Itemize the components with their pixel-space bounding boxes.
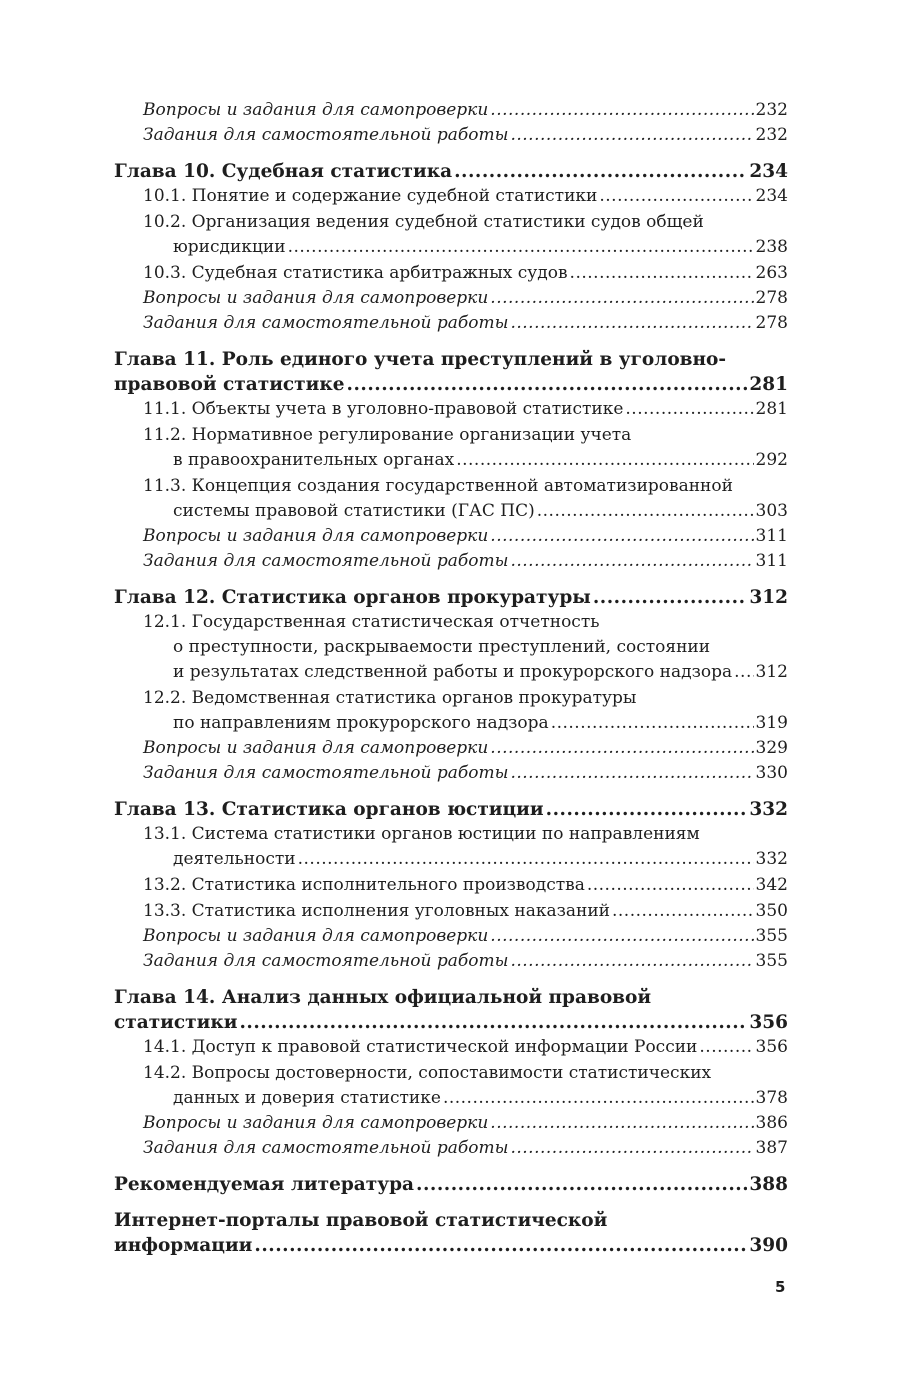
leader-dots bbox=[456, 448, 753, 473]
toc-chapter-title-line: статистики bbox=[114, 1012, 238, 1033]
toc-entry-title: 10.3. Судебная статистика арбитражных судов bbox=[143, 263, 568, 283]
toc-internet-portals[interactable] bbox=[114, 1208, 788, 1258]
toc-page-number: 390 bbox=[749, 1235, 788, 1256]
leader-dots bbox=[699, 1035, 753, 1060]
toc-entry-self-check-questions[interactable] bbox=[114, 286, 788, 311]
leader-dots bbox=[443, 1086, 754, 1111]
toc-chapter-title-line: Глава 11. Роль единого учета преступлений в уголовно- bbox=[114, 349, 727, 370]
toc-section-10-2[interactable] bbox=[114, 210, 788, 260]
leader-dots bbox=[570, 261, 754, 286]
toc-page-number: 292 bbox=[755, 450, 788, 470]
toc-page-number: 378 bbox=[755, 1088, 788, 1108]
toc-entry-self-check-questions[interactable] bbox=[114, 524, 788, 549]
toc-page-number: 330 bbox=[755, 763, 788, 783]
toc-page-number: 234 bbox=[749, 161, 788, 182]
leader-dots bbox=[551, 711, 754, 736]
toc-entry-title: Вопросы и задания для самопроверки bbox=[143, 926, 489, 946]
toc-entry-title: Вопросы и задания для самопроверки bbox=[143, 1113, 489, 1133]
leader-dots bbox=[454, 159, 747, 184]
leader-dots bbox=[254, 1233, 747, 1258]
toc-entry-title: 11.1. Объекты учета в уголовно-правовой статистике bbox=[143, 399, 624, 419]
toc-chapter-title-line: Интернет-порталы правовой статистической bbox=[114, 1210, 608, 1231]
toc-section-13-3[interactable] bbox=[114, 899, 788, 924]
toc-page-number: 350 bbox=[755, 901, 788, 921]
toc-page-number: 278 bbox=[755, 288, 788, 308]
toc-entry-title-line: 11.3. Концепция создания государственной автоматизированной bbox=[143, 476, 733, 496]
toc-entry-title: Вопросы и задания для самопроверки bbox=[143, 100, 489, 120]
toc-entry-title: 10.1. Понятие и содержание судебной статистики bbox=[143, 186, 598, 206]
toc-entry-title-line: 13.1. Система статистики органов юстиции по направлениям bbox=[143, 824, 700, 844]
page-number: 5 bbox=[775, 1278, 786, 1296]
toc-entry-title: 13.2. Статистика исполнительного производства bbox=[143, 875, 585, 895]
toc-entry-title: Задания для самостоятельной работы bbox=[143, 125, 509, 145]
toc-chapter-11[interactable] bbox=[114, 347, 788, 397]
toc-entry-title-line: в правоохранительных органах bbox=[173, 450, 455, 470]
toc-entry-title: Задания для самостоятельной работы bbox=[143, 551, 509, 571]
toc-page-number: 281 bbox=[749, 374, 788, 395]
toc-section-10-1[interactable] bbox=[114, 184, 788, 209]
toc-page-number: 311 bbox=[755, 551, 788, 571]
toc-page-number: 356 bbox=[749, 1012, 788, 1033]
leader-dots bbox=[599, 184, 753, 209]
toc-section-13-1[interactable] bbox=[114, 822, 788, 872]
toc-page-number: 232 bbox=[755, 125, 788, 145]
toc-section-12-2[interactable] bbox=[114, 686, 788, 736]
table-of-contents bbox=[114, 98, 788, 1258]
toc-page-number: 355 bbox=[755, 926, 788, 946]
toc-page-number: 388 bbox=[749, 1174, 788, 1195]
toc-page-number: 319 bbox=[755, 713, 788, 733]
leader-dots bbox=[510, 549, 753, 574]
leader-dots bbox=[510, 1136, 753, 1161]
toc-section-11-2[interactable] bbox=[114, 423, 788, 473]
toc-section-11-1[interactable] bbox=[114, 397, 788, 422]
toc-page-number: 232 bbox=[755, 100, 788, 120]
toc-entry-title: Задания для самостоятельной работы bbox=[143, 1138, 509, 1158]
toc-chapter-title-line: Глава 14. Анализ данных официальной правовой bbox=[114, 987, 652, 1008]
toc-entry-title-line: 12.1. Государственная статистическая отчетность bbox=[143, 612, 600, 632]
toc-entry-title: Вопросы и задания для самопроверки bbox=[143, 288, 489, 308]
toc-entry-title: Задания для самостоятельной работы bbox=[143, 951, 509, 971]
leader-dots bbox=[490, 524, 753, 549]
leader-dots bbox=[490, 1111, 753, 1136]
toc-entry-title: Задания для самостоятельной работы bbox=[143, 313, 509, 333]
leader-dots bbox=[510, 949, 753, 974]
toc-entry-title-line: о преступности, раскрываемости преступлений, состоянии bbox=[173, 637, 711, 657]
toc-entry-title-line: 11.2. Нормативное регулирование организации учета bbox=[143, 425, 632, 445]
toc-chapter-title: Глава 12. Статистика органов прокуратуры bbox=[114, 587, 591, 608]
toc-page-number: 238 bbox=[755, 237, 788, 257]
toc-entry-self-check-questions[interactable] bbox=[114, 98, 788, 123]
leader-dots bbox=[347, 372, 748, 397]
toc-chapter-title: Глава 10. Судебная статистика bbox=[114, 161, 453, 182]
toc-recommended-literature[interactable] bbox=[114, 1172, 788, 1197]
toc-section-10-3[interactable] bbox=[114, 261, 788, 286]
toc-page-number: 387 bbox=[755, 1138, 788, 1158]
toc-page-number: 281 bbox=[755, 399, 788, 419]
toc-entry-title-line: 10.2. Организация ведения судебной статистики судов общей bbox=[143, 212, 704, 232]
leader-dots bbox=[546, 797, 748, 822]
toc-page-number: 311 bbox=[755, 526, 788, 546]
toc-entry-title-line: по направлениям прокурорского надзора bbox=[173, 713, 549, 733]
toc-page-number: 332 bbox=[749, 799, 788, 820]
leader-dots bbox=[510, 123, 753, 148]
toc-entry-title-line: 12.2. Ведомственная статистика органов прокуратуры bbox=[143, 688, 637, 708]
toc-entry-title: 14.1. Доступ к правовой статистической информации России bbox=[143, 1037, 698, 1057]
leader-dots bbox=[593, 585, 748, 610]
toc-entry-title-line: 14.2. Вопросы достоверности, сопоставимости статистических bbox=[143, 1063, 712, 1083]
toc-entry-title: Задания для самостоятельной работы bbox=[143, 763, 509, 783]
toc-section-14-2[interactable] bbox=[114, 1061, 788, 1111]
toc-page-number: 355 bbox=[755, 951, 788, 971]
toc-entry-independent-work[interactable] bbox=[114, 311, 788, 336]
leader-dots bbox=[490, 924, 753, 949]
toc-entry-title-line: данных и доверия статистике bbox=[173, 1088, 441, 1108]
leader-dots bbox=[239, 1010, 747, 1035]
leader-dots bbox=[612, 899, 754, 924]
toc-entry-independent-work[interactable] bbox=[114, 549, 788, 574]
toc-section-11-3[interactable] bbox=[114, 474, 788, 524]
toc-section-12-1[interactable] bbox=[114, 610, 788, 685]
leader-dots bbox=[416, 1172, 747, 1197]
toc-page-number: 234 bbox=[755, 186, 788, 206]
toc-chapter-title: Глава 13. Статистика органов юстиции bbox=[114, 799, 544, 820]
leader-dots bbox=[490, 736, 753, 761]
toc-page-number: 263 bbox=[755, 263, 788, 283]
toc-entry-title-line: и результатах следственной работы и прокурорского надзора bbox=[173, 662, 733, 682]
leader-dots bbox=[490, 98, 753, 123]
leader-dots bbox=[490, 286, 753, 311]
toc-chapter-title-line: информации bbox=[114, 1235, 253, 1256]
leader-dots bbox=[298, 847, 754, 872]
toc-entry-independent-work[interactable] bbox=[114, 761, 788, 786]
toc-page-number: 386 bbox=[755, 1113, 788, 1133]
toc-entry-self-check-questions[interactable] bbox=[114, 924, 788, 949]
toc-entry-independent-work[interactable] bbox=[114, 123, 788, 148]
leader-dots bbox=[510, 311, 753, 336]
toc-chapter-10[interactable] bbox=[114, 159, 788, 184]
toc-entry-title: 13.3. Статистика исполнения уголовных наказаний bbox=[143, 901, 610, 921]
toc-page-number: 312 bbox=[755, 662, 788, 682]
toc-chapter-title: Рекомендуемая литература bbox=[114, 1174, 415, 1195]
toc-page-number: 312 bbox=[749, 587, 788, 608]
toc-entry-title: Вопросы и задания для самопроверки bbox=[143, 738, 489, 758]
leader-dots bbox=[288, 235, 754, 260]
toc-section-13-2[interactable] bbox=[114, 873, 788, 898]
toc-entry-title-line: системы правовой статистики (ГАС ПС) bbox=[173, 501, 535, 521]
leader-dots bbox=[625, 397, 753, 422]
leader-dots bbox=[587, 873, 754, 898]
toc-page-number: 332 bbox=[755, 849, 788, 869]
toc-chapter-title-line: правовой статистике bbox=[114, 374, 345, 395]
toc-page-number: 303 bbox=[755, 501, 788, 521]
leader-dots bbox=[537, 499, 754, 524]
toc-page-number: 329 bbox=[755, 738, 788, 758]
toc-page-number: 278 bbox=[755, 313, 788, 333]
toc-page-number: 356 bbox=[755, 1037, 788, 1057]
toc-entry-title-line: юрисдикции bbox=[173, 237, 286, 257]
toc-section-14-1[interactable] bbox=[114, 1035, 788, 1060]
toc-entry-self-check-questions[interactable] bbox=[114, 736, 788, 761]
toc-entry-title: Вопросы и задания для самопроверки bbox=[143, 526, 489, 546]
leader-dots bbox=[510, 761, 753, 786]
toc-page-number: 342 bbox=[755, 875, 788, 895]
toc-entry-self-check-questions[interactable] bbox=[114, 1111, 788, 1136]
toc-entry-title-line: деятельности bbox=[173, 849, 296, 869]
toc-entry-independent-work[interactable] bbox=[114, 1136, 788, 1161]
toc-chapter-12[interactable] bbox=[114, 585, 788, 610]
toc-chapter-13[interactable] bbox=[114, 797, 788, 822]
toc-chapter-14[interactable] bbox=[114, 985, 788, 1035]
toc-entry-independent-work[interactable] bbox=[114, 949, 788, 974]
leader-dots bbox=[734, 660, 753, 685]
